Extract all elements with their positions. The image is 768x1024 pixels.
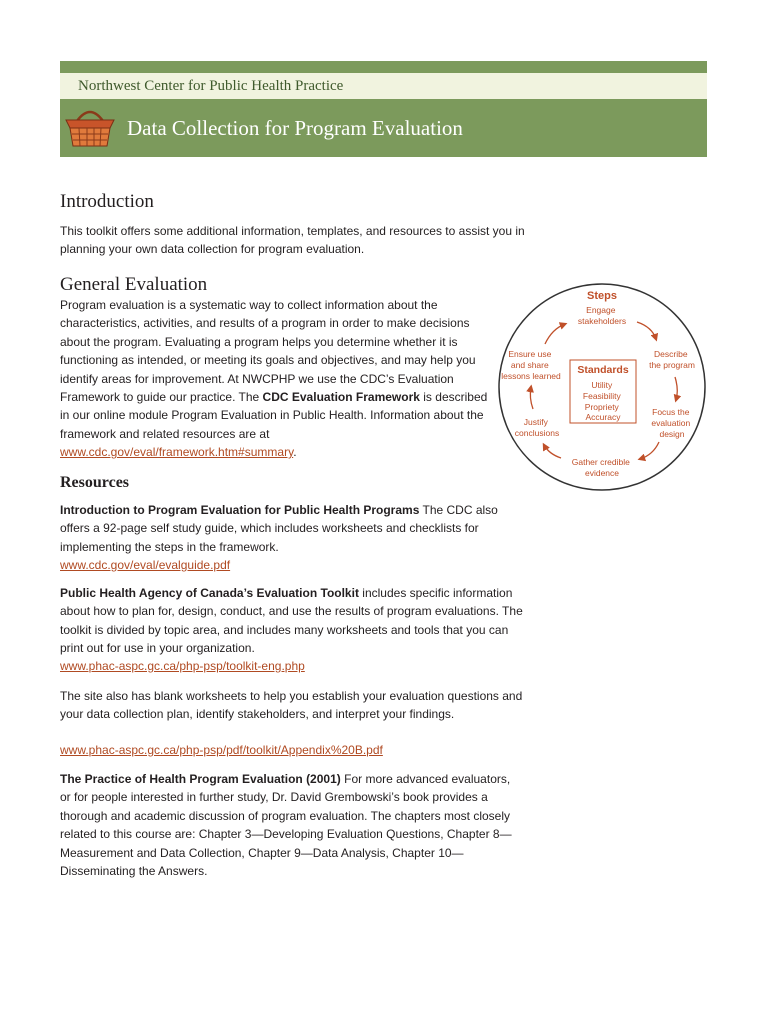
general-text-end: . (293, 445, 297, 460)
standards-title: Standards (577, 364, 629, 376)
resource-title: Introduction to Program Evaluation for Public Health Programs (60, 503, 420, 517)
cdc-framework-bold: CDC Evaluation Framework (262, 390, 420, 405)
basket-icon (63, 107, 117, 149)
arrow-ensure-engage (545, 324, 565, 344)
page-title: Data Collection for Program Evaluation (127, 116, 463, 140)
resource-text: For more advanced evaluators, or for people interested in further study, Dr. David Grembowski’s book provides a thorough and academic discussion of program evaluation. The chapters most closely related to this course are: Chapter 3—Developing Evaluation Questions, Chapter 8—Measurement and Data Collection, Chapter 9—Data Analysis, Chapter 10—Disseminating the Answers. (60, 772, 512, 879)
resources-heading: Resources (60, 474, 130, 491)
evaluation-framework-diagram (497, 282, 707, 492)
cdc-framework-link[interactable]: www.cdc.gov/eval/framework.htm#summary (60, 445, 294, 460)
step-ensure: Ensure use and share lessons learned (501, 349, 561, 381)
arrow-justify-ensure (530, 387, 533, 409)
intro-heading: Introduction (60, 191, 154, 212)
general-heading: General Evaluation (60, 274, 208, 295)
step-focus: Focus the evaluation design (651, 407, 691, 439)
org-name: Northwest Center for Public Health Practice (60, 73, 707, 99)
resource-title: Public Health Agency of Canada’s Evaluation Toolkit (60, 586, 359, 600)
arrow-engage-describe (637, 322, 656, 339)
arrow-focus-gather (640, 442, 659, 459)
resource-title: The Practice of Health Program Evaluation (2001) (60, 772, 341, 786)
general-text-2: is described in our online module Program Evaluation in Public Health. Information about the framework and related resources are at (60, 390, 488, 441)
resource-text: includes specific information about how to plan for, design, conduct, and use the results of program evaluations. The toolkit is divided by topic area, and includes many worksheets and tools that you can print out for use in your organization. (60, 586, 523, 656)
resource-text: The site also has blank worksheets to help you establish your evaluation questions and your data collection plan, identify stakeholders, and interpret your findings. (60, 689, 523, 722)
header-stripe (60, 61, 707, 73)
step-gather: Gather credible evidence (571, 457, 630, 478)
resource-link-cdc-guide[interactable]: www.cdc.gov/eval/evalguide.pdf (60, 558, 231, 572)
resource-link-phac-toolkit[interactable]: www.phac-aspc.gc.ca/php-psp/toolkit-eng.php (60, 659, 305, 673)
general-text-1: Program evaluation is a systematic way to collect information about the characteristics, activities, and results of a program in order to make decisions about the program. Evaluating a program helps you determine whether it is functioning as intended, or meeting its goals and objectives, and may help you identify areas for improvement. At NWCPHP we use the CDC’s Evaluation Framework to guide our practice. The (60, 298, 476, 405)
steps-title: Steps (587, 290, 617, 302)
standards-list: Utility Feasibility Propriety Accuracy (582, 380, 621, 422)
step-justify: Justify conclusions (514, 417, 560, 438)
arrow-gather-justify (544, 445, 561, 458)
resource-link-phac-appendix[interactable]: www.phac-aspc.gc.ca/php-psp/pdf/toolkit/Appendix%20B.pdf (60, 743, 383, 757)
resource-item (60, 770, 522, 880)
resource-item (60, 687, 530, 724)
resource-text: The CDC also offers a 92-page self study guide, which includes worksheets and checklists for implementing the steps in the framework. (60, 503, 498, 554)
step-describe: Describe the program (649, 349, 695, 370)
intro-text: This toolkit offers some additional information, templates, and resources to assist you in planning your own data collection for program evaluation. (60, 224, 525, 257)
arrow-describe-focus (675, 377, 677, 400)
step-engage: Engage stakeholders (577, 305, 627, 326)
title-banner (60, 99, 707, 157)
general-text (60, 296, 488, 462)
resource-item (60, 584, 530, 658)
resource-item (60, 501, 530, 556)
